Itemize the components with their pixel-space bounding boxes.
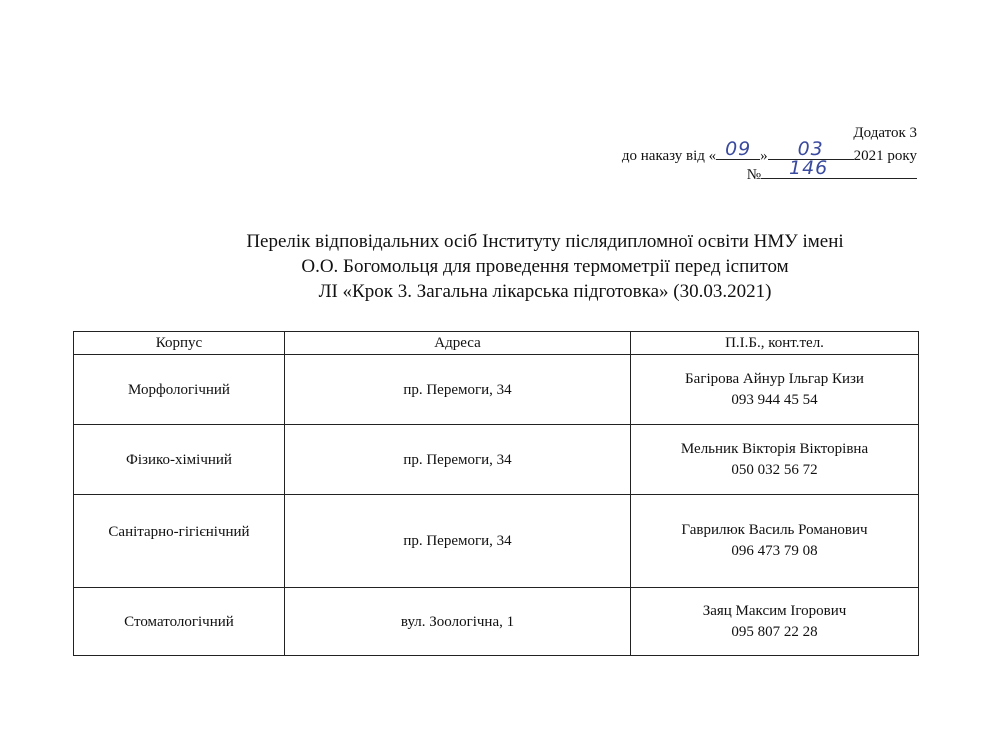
header-address: Адреса [285,332,631,355]
title-line-3: ЛІ «Крок 3. Загальна лікарська підготовка» (30.03.2021) [318,281,772,302]
table-row [74,588,919,656]
order-day-handwritten: 09 [725,138,752,160]
order-number-line [587,157,917,183]
person-name: Багірова Айнур Ільгар Кизи [685,370,864,387]
title-line-2: О.О. Богомольця для проведення термометрії перед іспитом [301,256,789,277]
table-row [74,355,919,425]
table-row [74,425,919,495]
responsible-persons-table [73,331,919,656]
header-building: Корпус [74,332,285,355]
title-line-1: Перелік відповідальних осіб Інституту післядипломної освіти НМУ імені [246,231,844,252]
number-sign: № [746,167,761,183]
document-title [150,229,940,304]
person-phone: 093 944 45 54 [731,391,818,408]
order-number-handwritten: 146 [789,157,829,179]
address-cell: пр. Перемоги, 34 [285,425,631,495]
person-cell [631,425,919,495]
order-day-field [716,138,760,160]
person-cell [631,588,919,656]
header-person: П.І.Б., конт.тел. [631,332,919,355]
address-cell: вул. Зоологічна, 1 [285,588,631,656]
address-cell: пр. Перемоги, 34 [285,355,631,425]
appendix-title: Додаток 3 [853,125,917,141]
person-name: Гаврилюк Василь Романович [681,522,868,538]
table-row [74,495,919,588]
building-cell: Фізико-хімічний [74,425,285,495]
order-month-handwritten: 03 [797,138,824,160]
order-prefix: до наказу від « [621,148,717,164]
person-name: Мельник Вікторія Вікторівна [680,440,869,457]
person-phone: 095 807 22 28 [731,623,818,640]
building-cell: Морфологічний [74,355,285,425]
table-header-row [74,332,919,355]
order-quote-close: » [760,148,768,164]
person-cell [631,495,919,588]
building-cell: Стоматологічний [74,588,285,656]
order-year: 2021 року [853,148,917,164]
building-cell: Санітарно-гігієнічний [74,495,285,588]
person-phone: 096 473 79 08 [731,543,818,559]
appendix-header [587,124,917,181]
person-cell [631,355,919,425]
person-name: Заяц Максим Ігорович [702,602,847,619]
person-phone: 050 032 56 72 [731,461,818,478]
address-cell: пр. Перемоги, 34 [285,495,631,588]
order-number-field [761,157,917,179]
